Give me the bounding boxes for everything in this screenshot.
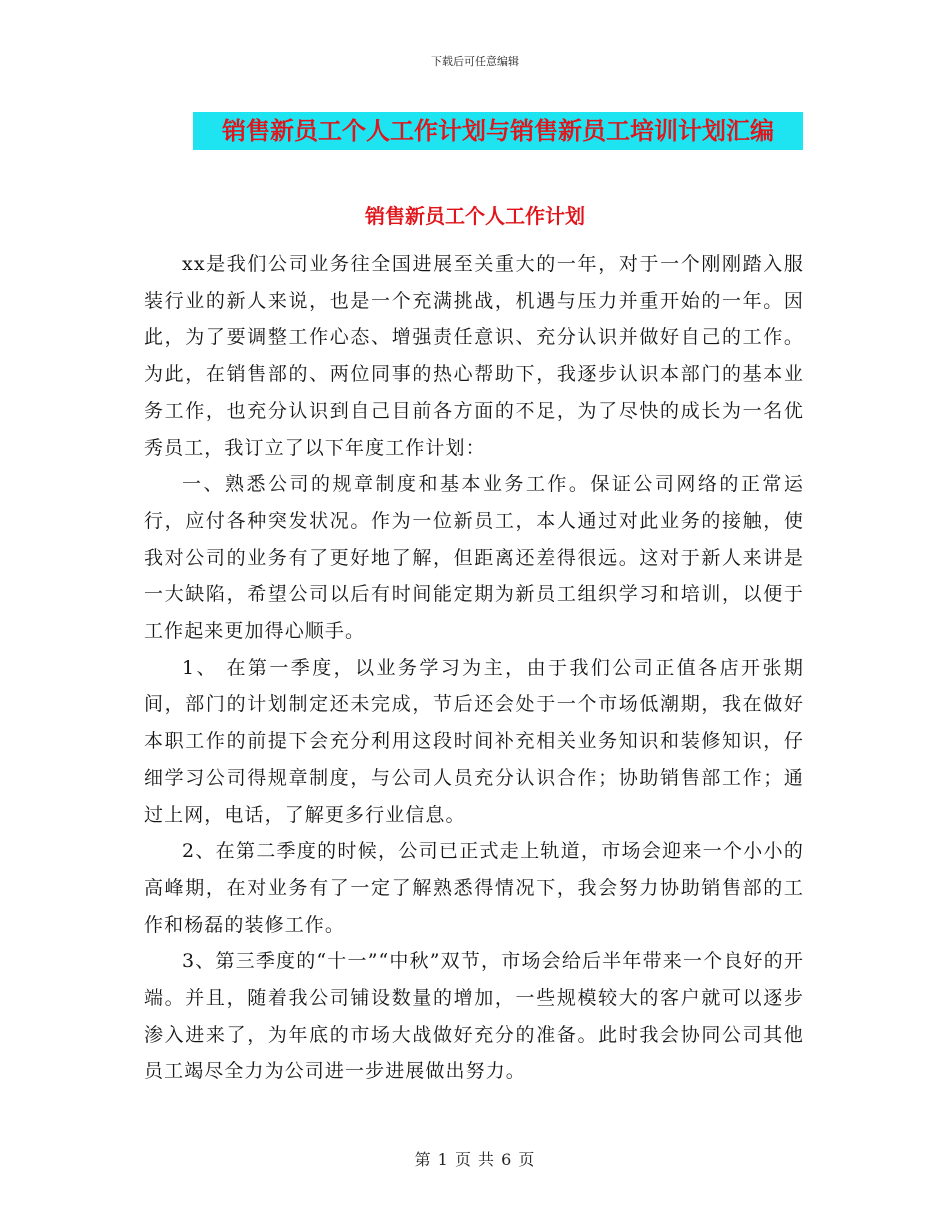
paragraph-q1: 1、 在第一季度，以业务学习为主，由于我们公司正值各店开张期间，部门的计划制定还未完成，节后还会处于一个市场低潮期，我在做好本职工作的前提下会充分利用这段时间补充相关业务知识和装修知识，仔细学习公司得规章制度，与公司人员充分认识合作；协助销售部工作；通过上网，电话，了解更多行业信息。 [144,656,804,826]
section-title: 销售新员工个人工作计划 [365,204,585,228]
paragraph-q2: 2、在第二季度的时候，公司已正式走上轨道，市场会迎来一个小小的高峰期，在对业务有了一定了解熟悉得情况下，我会努力协助销售部的工作和杨磊的装修工作。 [144,840,804,936]
header-note: 下载后可任意编辑 [431,55,519,68]
paragraph-intro: xx是我们公司业务往全国进展至关重大的一年，对于一个刚刚踏入服装行业的新人来说，也是一个充满挑战，机遇与压力并重开始的一年。因此，为了要调整工作心态、增强责任意识、充分认识并做好自己的工作。为此，在销售部的、两位同事的热心帮助下，我逐步认识本部门的基本业务工作，也充分认识到自己目前各方面的不足，为了尽快的成长为一名优秀员工，我订立了以下年度工作计划： [144,253,804,459]
page-number: 第 1 页 共 6 页 [414,1150,536,1169]
paragraph-q3: 3、第三季度的“十一”“中秋”双节，市场会给后半年带来一个良好的开端。并且，随着我公司铺设数量的增加，一些规模较大的客户就可以逐步渗入进来了，为年底的市场大战做好充分的准备。此时我会协同公司其他员工竭尽全力为公司进一步进展做出努力。 [144,950,804,1083]
paragraph-item-1: 一、熟悉公司的规章制度和基本业务工作。保证公司网络的正常运行，应付各种突发状况。作为一位新员工，本人通过对此业务的接触，使我对公司的业务有了更好地了解，但距离还差得很远。这对于新人来讲是一大缺陷，希望公司以后有时间能定期为新员工组织学习和培训，以便于工作起来更加得心顺手。 [144,473,804,643]
document-main-title: 销售新员工个人工作计划与销售新员工培训计划汇编 [193,112,803,150]
document-body [144,246,804,1090]
